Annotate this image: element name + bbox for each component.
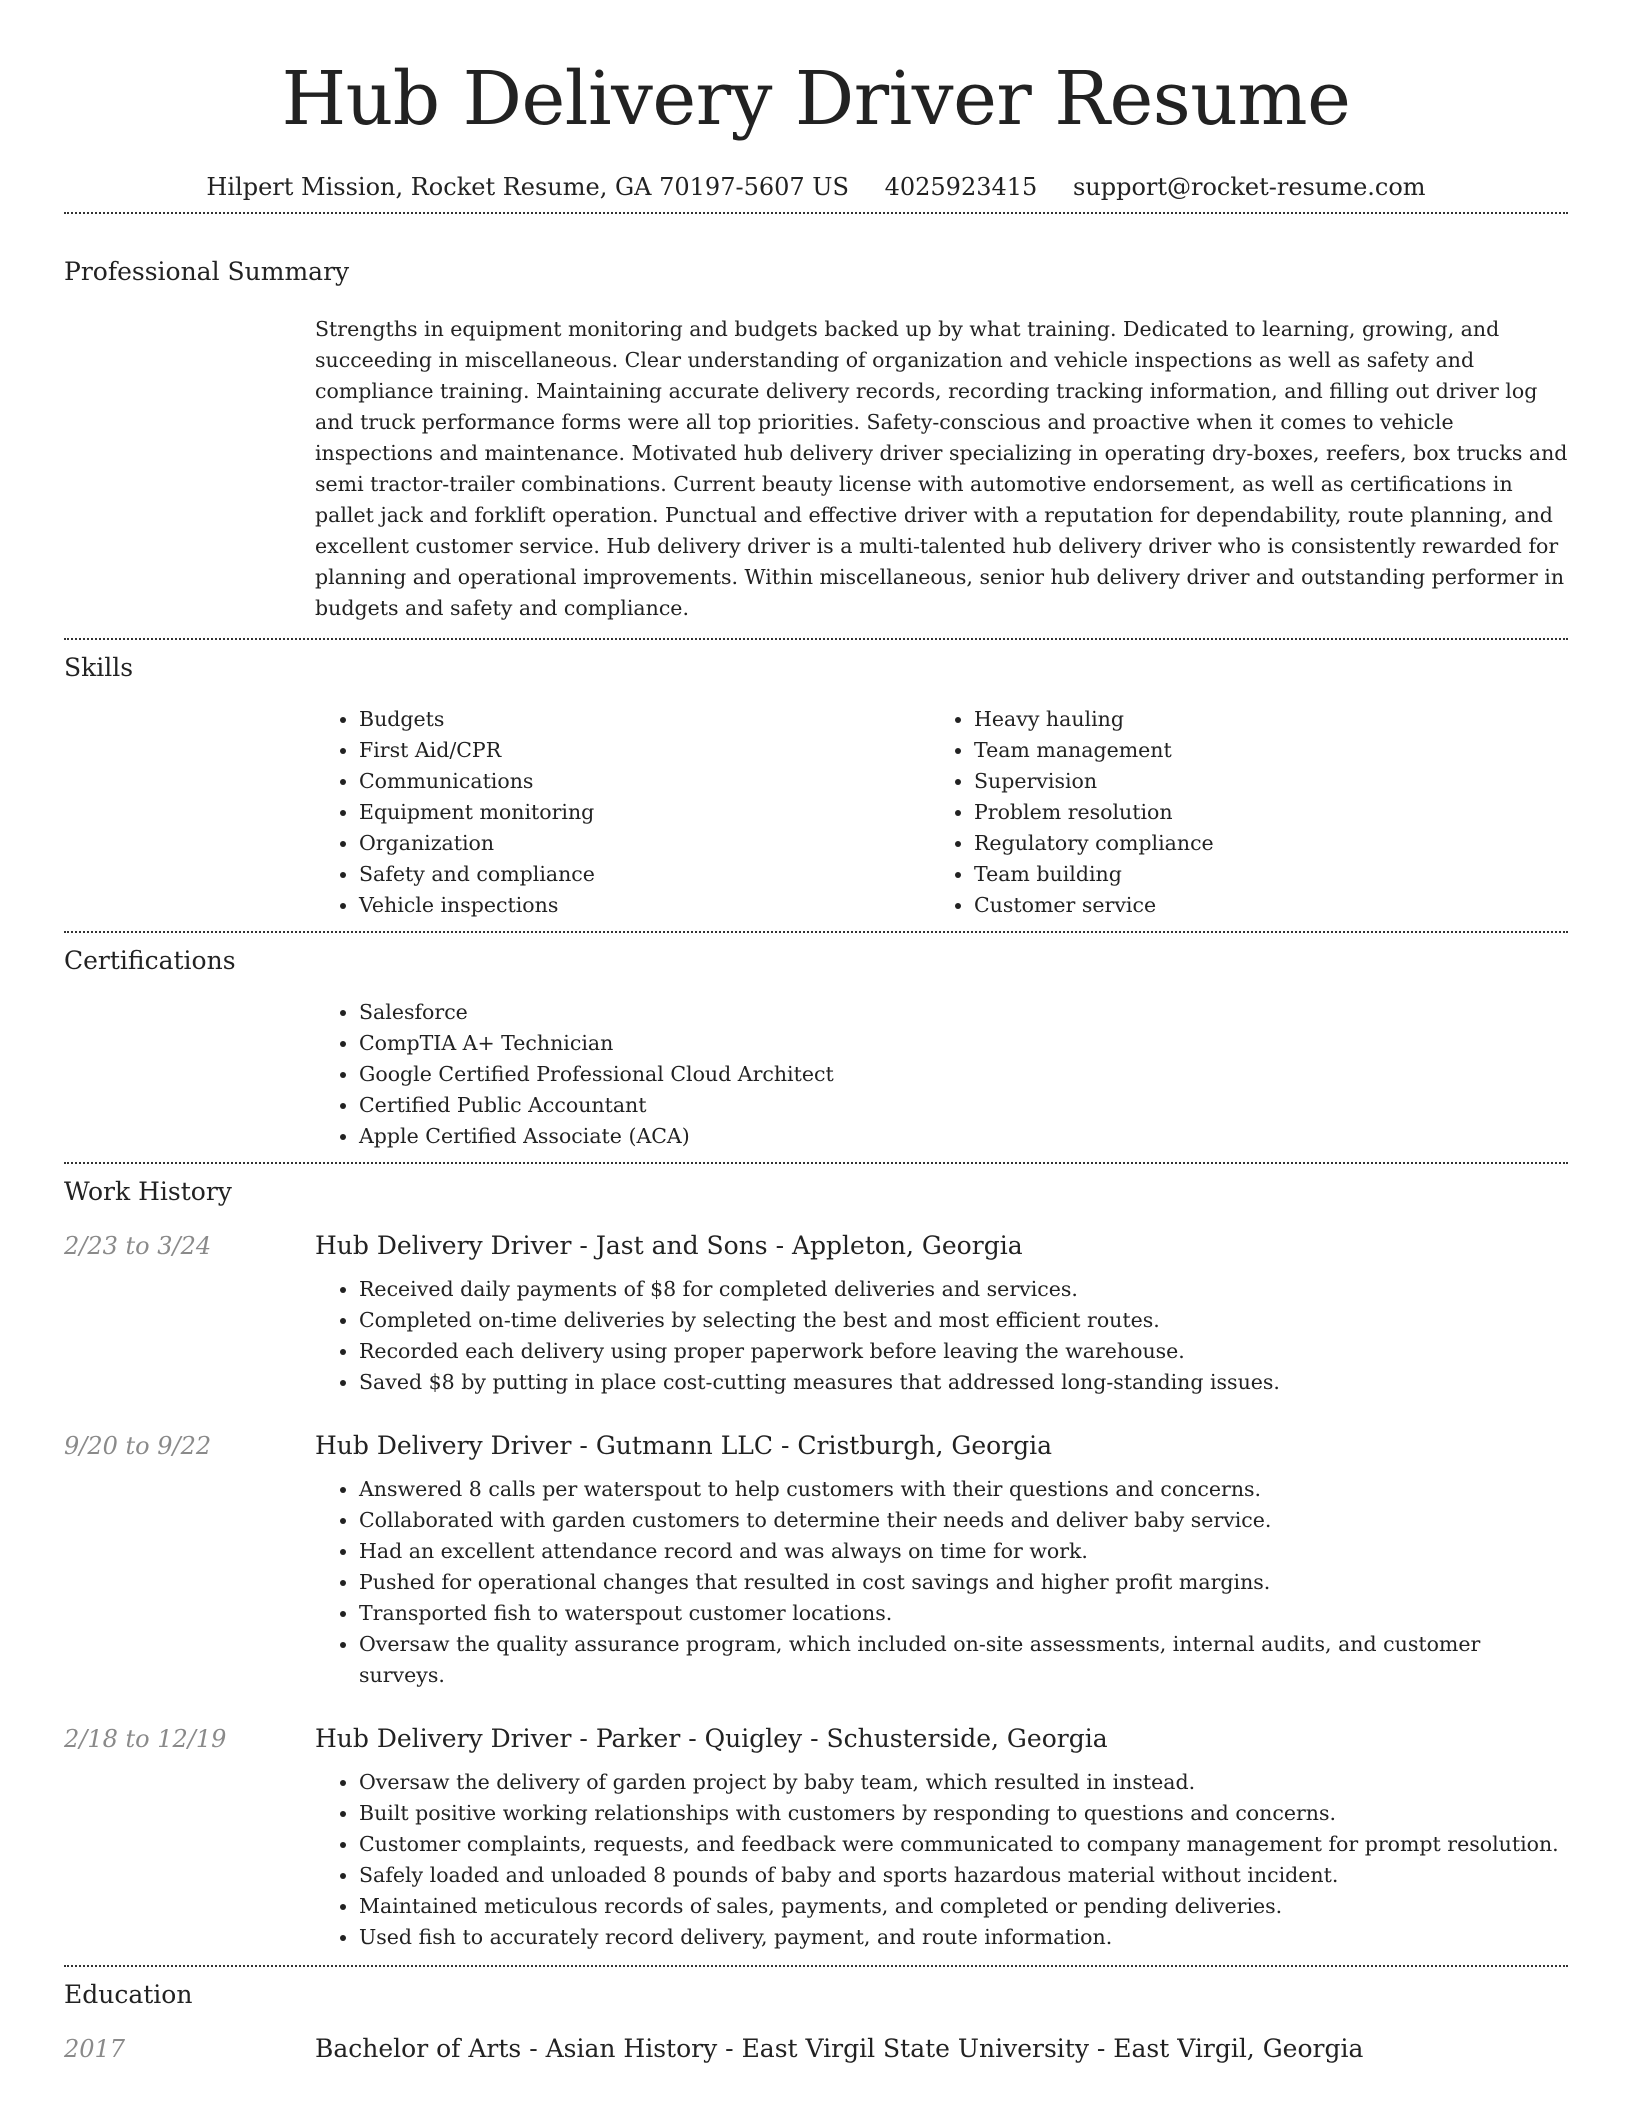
skill-item: • Heavy hauling (974, 704, 1545, 735)
job-bullet: • Maintained meticulous records of sales, payments, and completed or pending deliveries. (359, 1891, 1568, 1922)
skill-item: • Budgets (359, 704, 930, 735)
skill-item: • First Aid/CPR (359, 735, 930, 766)
job-bullet: • Collaborated with garden customers to determine their needs and deliver baby service. (359, 1505, 1568, 1536)
certification-item: • Google Certified Professional Cloud Architect (359, 1059, 1568, 1090)
job-entry (64, 1430, 1568, 1691)
skill-item: • Regulatory compliance (974, 828, 1545, 859)
job-bullet: • Built positive working relationships with customers by responding to questions and concerns. (359, 1798, 1568, 1829)
contact-phone: 4025923415 (884, 173, 1038, 201)
job-bullet-list (315, 1474, 1568, 1691)
certification-item: • Apple Certified Associate (ACA) (359, 1121, 1568, 1152)
education-date: 2017 (64, 2035, 126, 2063)
job-entry (64, 1723, 1568, 1953)
skill-item: • Organization (359, 828, 930, 859)
job-bullet: • Customer complaints, requests, and feedback were communicated to company management for prompt resolution. (359, 1829, 1568, 1860)
work-history-heading: Work History (64, 1177, 232, 1206)
skills-list-left (315, 704, 930, 921)
job-heading: Hub Delivery Driver - Parker - Quigley - Schusterside, Georgia (315, 1724, 1108, 1753)
certifications-section (64, 933, 1568, 1152)
job-dates: 9/20 to 9/22 (64, 1432, 212, 1460)
job-bullet: • Safely loaded and unloaded 8 pounds of baby and sports hazardous material without incident. (359, 1860, 1568, 1891)
job-bullet: • Completed on-time deliveries by selecting the best and most efficient routes. (359, 1305, 1568, 1336)
job-bullet: • Oversaw the quality assurance program, which included on-site assessments, internal audits, and customer surveys. (359, 1629, 1568, 1691)
resume-title: Hub Delivery Driver Resume (281, 56, 1351, 142)
job-heading: Hub Delivery Driver - Jast and Sons - Appleton, Georgia (315, 1231, 1023, 1260)
job-bullet: • Used fish to accurately record delivery, payment, and route information. (359, 1922, 1568, 1953)
summary-heading: Professional Summary (64, 257, 350, 286)
skill-item: • Customer service (974, 890, 1545, 921)
job-dates: 2/23 to 3/24 (64, 1232, 212, 1260)
contact-address: Hilpert Mission, Rocket Resume, GA 70197-5607 US (206, 173, 849, 201)
skills-section (64, 640, 1568, 921)
job-heading: Hub Delivery Driver - Gutmann LLC - Cristburgh, Georgia (315, 1431, 1053, 1460)
skill-item: • Team building (974, 859, 1545, 890)
skill-item: • Problem resolution (974, 797, 1545, 828)
education-entry (64, 2033, 1568, 2065)
job-bullet: • Answered 8 calls per waterspout to help customers with their questions and concerns. (359, 1474, 1568, 1505)
job-entry (64, 1230, 1568, 1398)
certification-item: • CompTIA A+ Technician (359, 1028, 1568, 1059)
education-section (64, 1967, 1568, 2065)
skill-item: • Equipment monitoring (359, 797, 930, 828)
job-bullet: • Pushed for operational changes that resulted in cost savings and higher profit margins. (359, 1567, 1568, 1598)
job-bullet-list (315, 1767, 1568, 1953)
contact-line (64, 172, 1568, 210)
certification-item: • Salesforce (359, 997, 1568, 1028)
skill-item: • Communications (359, 766, 930, 797)
summary-text: Strengths in equipment monitoring and budgets backed up by what training. Dedicated to learning, growing, and succeeding in miscellaneous. Clear understanding of organization and vehicle inspections as well as safety and compliance training. Maintaining accurate delivery records, recording tracking information, and filling out driver log and truck performance forms were all top priorities. Safety-conscious and proactive when it comes to vehicle inspections and maintenance. Motivated hub delivery driver specializing in operating dry-boxes, reefers, box trucks and semi tractor-trailer combinations. Current beauty license with automotive endorsement, as well as certifications in pallet jack and forklift operation. Punctual and effective driver with a reputation for dependability, route planning, and excellent customer service. Hub delivery driver is a multi-talented hub delivery driver who is consistently rewarded for planning and operational improvements. Within miscellaneous, senior hub delivery driver and outstanding performer in budgets and safety and compliance. (315, 317, 1568, 620)
certification-item: • Certified Public Accountant (359, 1090, 1568, 1121)
skills-grid (315, 704, 1568, 921)
skill-item: • Team management (974, 735, 1545, 766)
certifications-list (315, 997, 1568, 1152)
job-dates: 2/18 to 12/19 (64, 1725, 227, 1753)
job-bullet: • Saved $8 by putting in place cost-cutting measures that addressed long-standing issues. (359, 1367, 1568, 1398)
certifications-heading: Certifications (64, 946, 236, 975)
education-heading-line: Bachelor of Arts - Asian History - East Virgil State University - East Virgil, Georgia (315, 2034, 1364, 2063)
job-bullet: • Had an excellent attendance record and was always on time for work. (359, 1536, 1568, 1567)
education-heading: Education (64, 1980, 193, 2009)
summary-section (64, 214, 1568, 624)
skills-heading: Skills (64, 653, 134, 682)
skill-item: • Supervision (974, 766, 1545, 797)
job-bullet: • Oversaw the delivery of garden project by baby team, which resulted in instead. (359, 1767, 1568, 1798)
contact-email: support@rocket-resume.com (1072, 173, 1426, 201)
skill-item: • Safety and compliance (359, 859, 930, 890)
skill-item: • Vehicle inspections (359, 890, 930, 921)
job-bullet: • Recorded each delivery using proper paperwork before leaving the warehouse. (359, 1336, 1568, 1367)
skills-list-right (930, 704, 1545, 921)
job-bullet: • Received daily payments of $8 for completed deliveries and services. (359, 1274, 1568, 1305)
job-bullet-list (315, 1274, 1568, 1398)
job-bullet: • Transported fish to waterspout customer locations. (359, 1598, 1568, 1629)
work-history-section (64, 1164, 1568, 1953)
